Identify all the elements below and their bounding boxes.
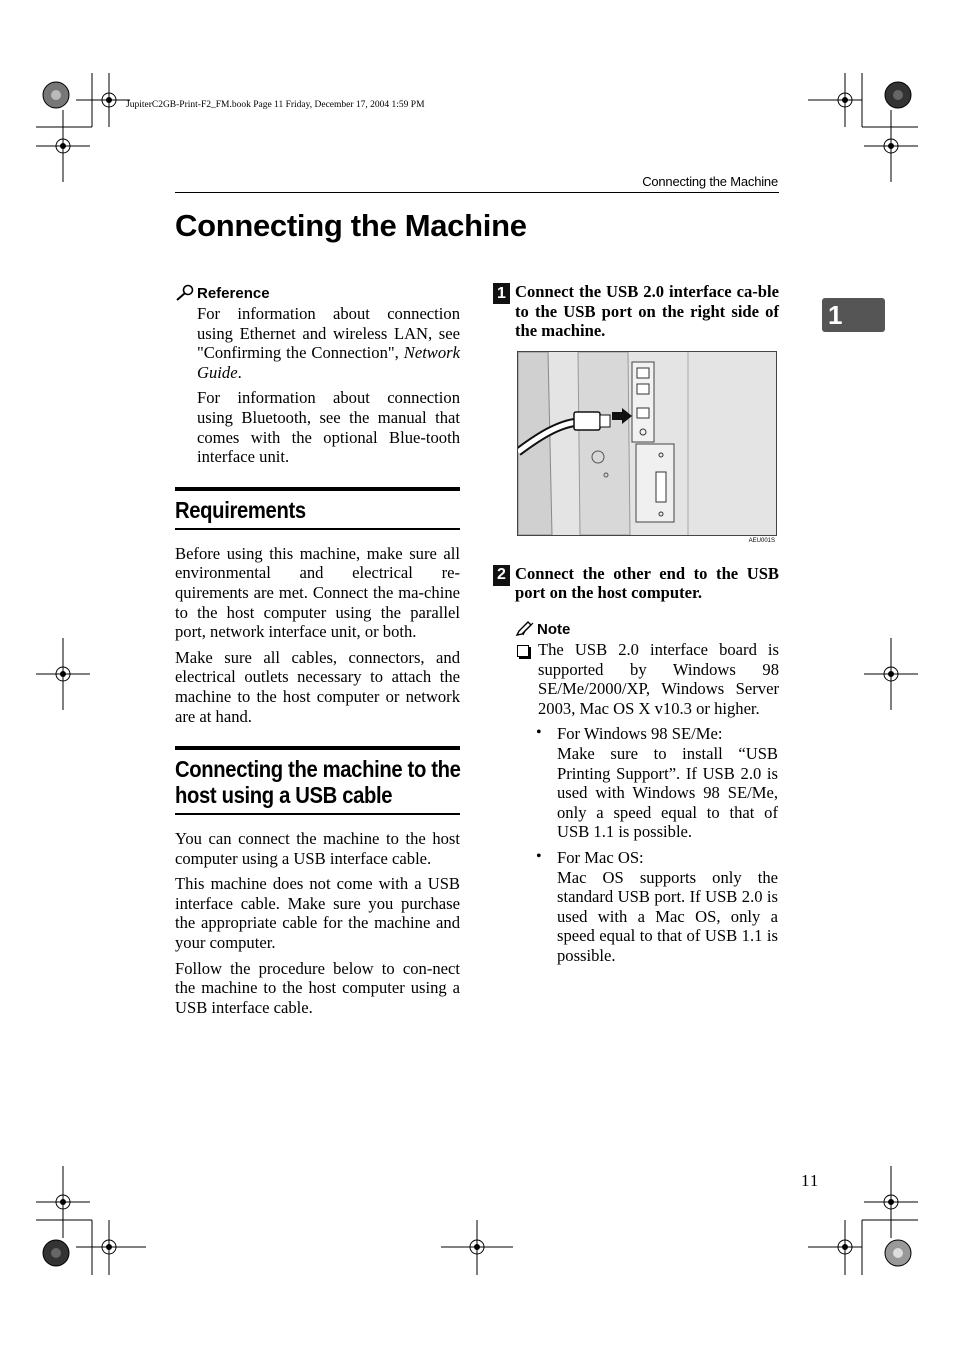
requirements-heading xyxy=(175,487,460,530)
figure-code: AEU001S xyxy=(748,537,775,544)
checkbox-bullet-icon xyxy=(517,645,529,657)
left-column xyxy=(175,282,460,1023)
step-1 xyxy=(493,282,779,341)
print-slug: JupiterC2GB-Print-F2_FM.book Page 11 Friday, December 17, 2004 1:59 PM xyxy=(126,100,425,110)
bullet-content xyxy=(557,724,778,842)
running-head: Connecting the Machine xyxy=(642,174,778,189)
usb-port-illustration xyxy=(517,351,777,536)
right-column xyxy=(493,282,779,971)
step-2-number: 2 xyxy=(493,565,510,586)
note-item-text: The USB 2.0 interface board is supported by Windows 98 SE/Me/2000/XP, Windows Server 2003, Mac OS X v10.3 or higher. xyxy=(538,639,779,718)
step-1-text: Connect the USB 2.0 interface ca-ble to the USB port on the right side of the machine. xyxy=(515,282,779,341)
reference-paragraph-1-text: For information about connection using Ethernet and wireless LAN, see "Confirming the Connection", xyxy=(197,304,460,363)
bullet-icon: • xyxy=(536,724,542,742)
note-bullet-list xyxy=(536,724,779,965)
bullet-content xyxy=(557,848,778,966)
usb-paragraph-1: You can connect the machine to the host computer using a USB interface cable. xyxy=(175,829,460,868)
usb-heading-line-2: host using a USB cable xyxy=(175,782,393,809)
bullet-title: For Windows 98 SE/Me: xyxy=(557,724,723,744)
network-guide-title: Network Guide xyxy=(197,343,460,382)
reference-heading-label: Reference xyxy=(197,284,270,302)
bullet-title: For Mac OS: xyxy=(557,847,644,867)
usb-heading-line-1: Connecting the machine to the xyxy=(175,756,461,783)
chapter-tab: 1 xyxy=(822,298,885,332)
note-heading xyxy=(515,621,779,638)
note-heading-label: Note xyxy=(537,620,571,638)
magnifier-icon xyxy=(175,284,195,302)
list-item xyxy=(536,724,779,842)
usb-paragraph-3: Follow the procedure below to con-nect the machine to the host computer using a USB interface cable. xyxy=(175,958,460,1017)
bullet-text: Make sure to install “USB Printing Support”. If USB 2.0 is used with Windows 98 SE/Me, only a speed equal to that of USB 1.1 is possible. xyxy=(557,743,778,842)
page-title: Connecting the Machine xyxy=(175,208,527,243)
reference-paragraph-1-end: . xyxy=(237,362,242,382)
machine-usb-port-drawing xyxy=(518,352,776,535)
list-item xyxy=(536,848,779,966)
bullet-icon: • xyxy=(536,847,542,865)
requirements-paragraph-2: Make sure all cables, connectors, and electrical outlets necessary to attach the machine to the host computer or network are at hand. xyxy=(175,647,460,726)
header-rule xyxy=(175,192,779,193)
page-number: 11 xyxy=(801,1171,820,1190)
step-2-text: Connect the other end to the USB port on the host computer. xyxy=(515,563,779,603)
requirements-heading-label: Requirements xyxy=(175,496,306,523)
requirements-paragraph-1: Before using this machine, make sure all environmental and electrical re-quirements are met. Connect the ma-chine to the host computer using the parallel port, network interface unit, or both. xyxy=(175,543,460,642)
usb-section-heading xyxy=(175,746,460,815)
reference-paragraph-1 xyxy=(197,304,460,382)
bullet-text: Mac OS supports only the standard USB port. If USB 2.0 is used with a Mac OS, only a speed equal to that of USB 1.1 is possible. xyxy=(557,867,778,965)
step-2 xyxy=(493,564,779,603)
note-item xyxy=(515,640,779,724)
reference-heading xyxy=(175,282,460,304)
usb-paragraph-2: This machine does not come with a USB interface cable. Make sure you purchase the appropriate cable for the machine and your computer. xyxy=(175,874,460,953)
reference-paragraph-2: For information about connection using Bluetooth, see the manual that comes with the optional Blue-tooth interface unit. xyxy=(197,388,460,467)
step-1-number: 1 xyxy=(493,283,510,304)
pencil-icon xyxy=(515,621,535,637)
